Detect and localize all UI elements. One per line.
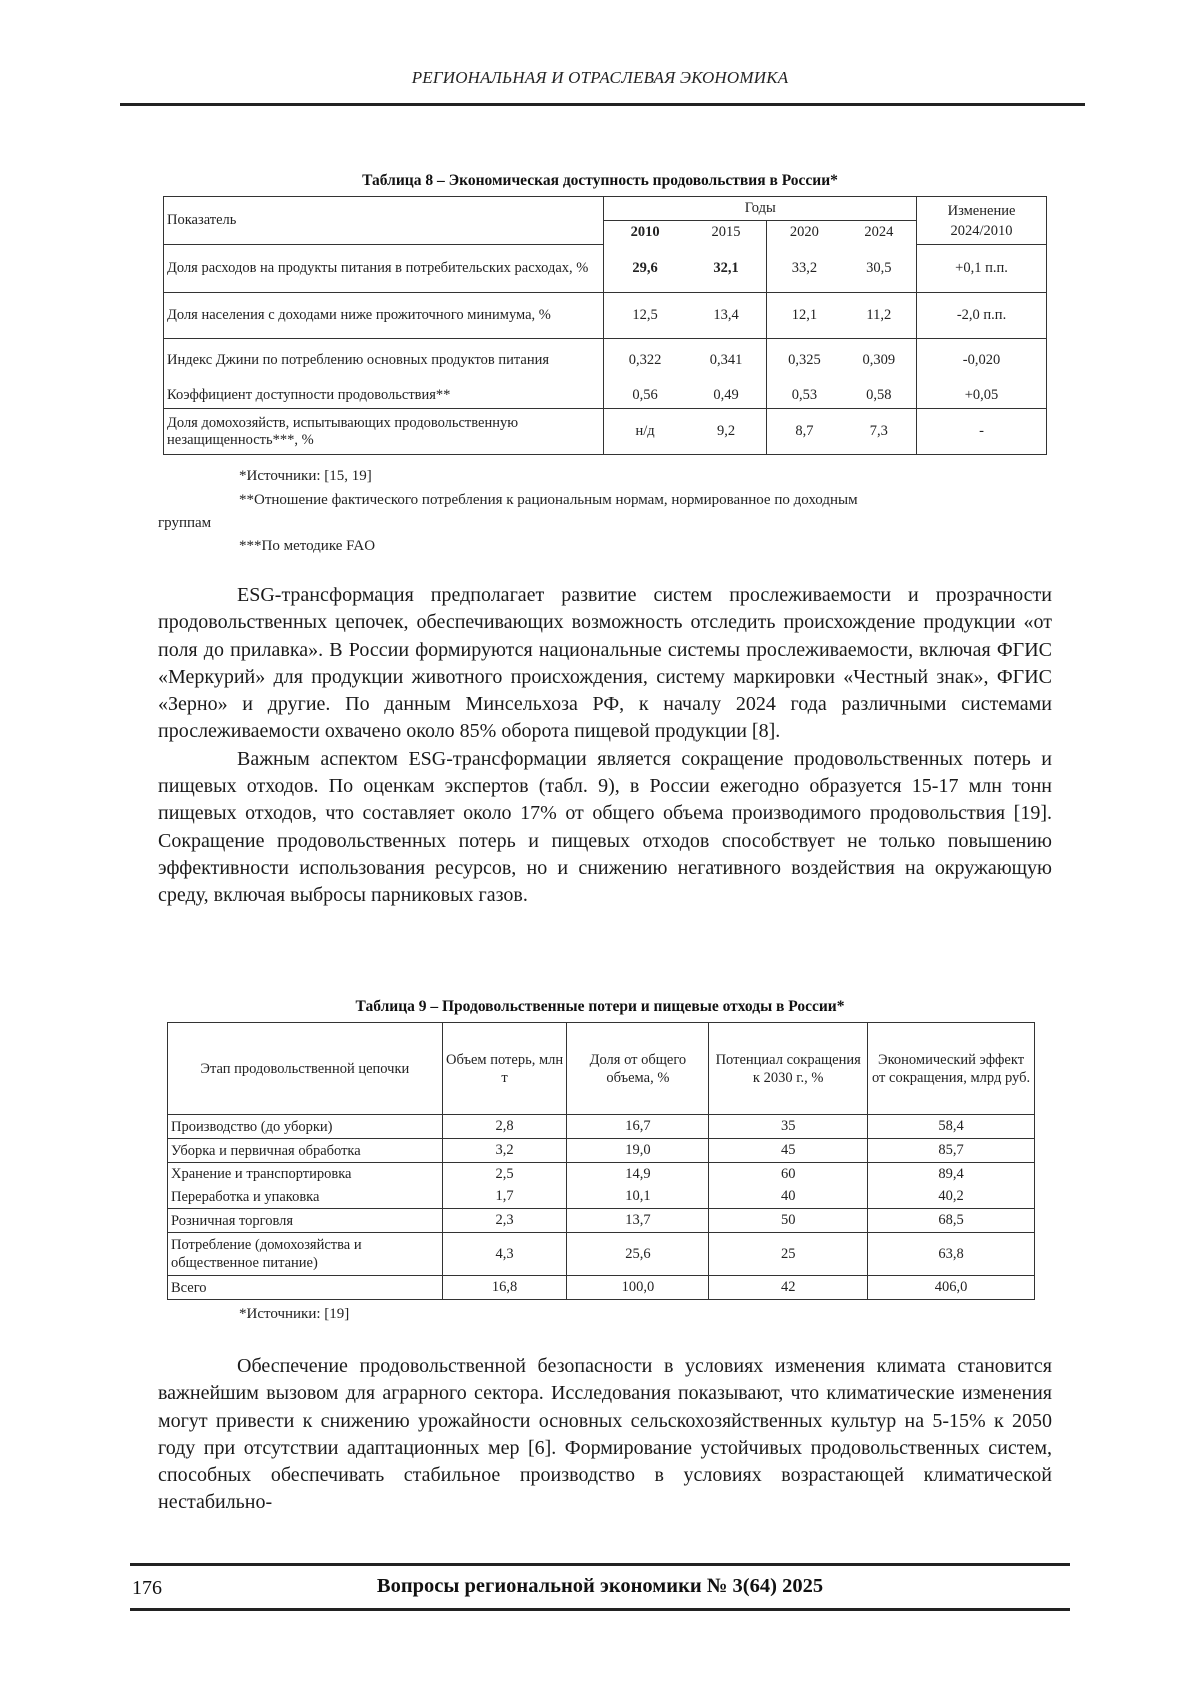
table-row	[164, 293, 1047, 339]
t8-cell: н/д	[604, 409, 686, 455]
t8-cell: 11,2	[842, 293, 917, 339]
t9-stage: Всего	[168, 1276, 443, 1300]
t9-potential: 25	[709, 1233, 868, 1276]
t9-stage: Производство (до уборки)	[168, 1115, 443, 1139]
t8-cell: 0,309	[842, 339, 917, 383]
t8-row-label: Доля населения с доходами ниже прожиточного минимума, %	[164, 293, 604, 339]
t9-header-effect: Экономический эффект от сокращения, млрд руб.	[868, 1023, 1035, 1115]
t8-cell: 30,5	[842, 245, 917, 293]
t8-cell: 9,2	[686, 409, 767, 455]
footer-rule-top	[130, 1563, 1070, 1566]
t9-stage: Переработка и упаковка	[168, 1186, 443, 1209]
table-row	[164, 245, 1047, 293]
t8-cell: 8,7	[767, 409, 842, 455]
t9-share: 16,7	[567, 1115, 709, 1139]
table8-caption: Таблица 8 – Экономическая доступность продовольствия в России*	[362, 172, 838, 189]
t9-potential: 60	[709, 1163, 868, 1186]
t8-cell: 32,1	[686, 245, 767, 293]
t8-cell: 0,49	[686, 383, 767, 409]
t8-header-years: Годы	[604, 197, 917, 221]
t9-stage: Уборка и первичная обработка	[168, 1139, 443, 1163]
journal-title: Вопросы региональной экономики № 3(64) 2025	[376, 1575, 824, 1597]
table-row	[164, 339, 1047, 383]
t9-volume: 16,8	[442, 1276, 567, 1300]
table-row	[164, 409, 1047, 455]
t8-note-coefficient-cont: группам	[158, 515, 212, 531]
t8-cell: 0,325	[767, 339, 842, 383]
t8-cell: 0,341	[686, 339, 767, 383]
body-text-2	[158, 1353, 1052, 1517]
t9-share: 10,1	[567, 1186, 709, 1209]
t9-potential: 40	[709, 1186, 868, 1209]
t9-stage: Потребление (домохозяйства и общественное питание)	[168, 1233, 443, 1276]
t8-row-label: Доля расходов на продукты питания в потребительских расходах, %	[164, 245, 604, 293]
t9-potential: 35	[709, 1115, 868, 1139]
running-header: РЕГИОНАЛЬНАЯ И ОТРАСЛЕВАЯ ЭКОНОМИКА	[411, 68, 789, 87]
t9-volume: 1,7	[442, 1186, 567, 1209]
t9-share: 100,0	[567, 1276, 709, 1300]
t9-volume: 2,3	[442, 1209, 567, 1233]
t9-potential: 42	[709, 1276, 868, 1300]
t8-cell: 7,3	[842, 409, 917, 455]
t8-year: 2010	[604, 221, 686, 245]
t9-share: 13,7	[567, 1209, 709, 1233]
t9-effect: 406,0	[868, 1276, 1035, 1300]
table-row	[168, 1186, 1035, 1209]
t9-potential: 50	[709, 1209, 868, 1233]
t8-row-label: Доля домохозяйств, испытывающих продовольственную незащищенность***, %	[164, 409, 604, 455]
t9-effect: 85,7	[868, 1139, 1035, 1163]
footer-rule-bottom	[130, 1608, 1070, 1611]
t9-share: 14,9	[567, 1163, 709, 1186]
t8-change: -2,0 п.п.	[917, 293, 1047, 339]
t8-header-change: Изменение 2024/2010	[917, 197, 1047, 245]
t8-change: -0,020	[917, 339, 1047, 383]
table-row	[168, 1139, 1035, 1163]
t8-year: 2015	[686, 221, 767, 245]
table-row	[168, 1115, 1035, 1139]
t9-volume: 4,3	[442, 1233, 567, 1276]
t8-note-fao: ***По методике FAO	[239, 538, 376, 554]
table-row	[168, 1209, 1035, 1233]
t8-cell: 0,53	[767, 383, 842, 409]
t8-cell: 0,56	[604, 383, 686, 409]
page-number: 176	[132, 1577, 162, 1599]
t8-cell: 0,322	[604, 339, 686, 383]
body-text-1	[158, 582, 1052, 910]
t9-header-potential: Потенциал сокращения к 2030 г., %	[709, 1023, 868, 1115]
t9-header-stage: Этап продовольственной цепочки	[168, 1023, 443, 1115]
t8-change: +0,1 п.п.	[917, 245, 1047, 293]
t9-volume: 2,5	[442, 1163, 567, 1186]
paragraph-climate: Обеспечение продовольственной безопасности в условиях изменения климата становится важнейшим вызовом для аграрного сектора. Исследования показывают, что климатические изменения могут привести к снижению урожайности основных сельскохозяйственных культур на 5-15% к 2050 году при отсутствии адаптационных мер [6]. Формирование устойчивых продовольственных систем, способных обеспечивать стабильное производство в условиях возрастающей климатической нестабильно-	[158, 1355, 1052, 1514]
table9	[167, 1022, 1035, 1300]
t8-row-label: Коэффициент доступности продовольствия**	[164, 383, 604, 409]
table-row	[168, 1233, 1035, 1276]
t9-share: 19,0	[567, 1139, 709, 1163]
t8-change: -	[917, 409, 1047, 455]
t8-header-indicator: Показатель	[164, 197, 604, 245]
t9-stage: Розничная торговля	[168, 1209, 443, 1233]
t8-cell: 33,2	[767, 245, 842, 293]
t9-note-sources: *Источники: [19]	[239, 1306, 350, 1322]
t9-effect: 63,8	[868, 1233, 1035, 1276]
header-rule	[120, 103, 1085, 106]
t8-year: 2020	[767, 221, 842, 245]
t9-effect: 58,4	[868, 1115, 1035, 1139]
t9-effect: 89,4	[868, 1163, 1035, 1186]
t8-cell: 29,6	[604, 245, 686, 293]
t9-effect: 68,5	[868, 1209, 1035, 1233]
paragraph-traceability: ESG-трансформация предполагает развитие систем прослеживаемости и прозрачности продовольственных цепочек, обеспечивающих возможность отследить происхождение продукции «от поля до прилавка». В России формируются национальные системы прослеживаемости, включая ФГИС «Меркурий» для продукции животного происхождения, систему маркировки «Честный знак», ФГИС «Зерно» и другие. По данным Минсельхоза РФ, к началу 2024 года различными системами прослеживаемости охвачено около 85% оборота пищевой продукции [8].	[158, 584, 1052, 743]
t9-stage: Хранение и транспортировка	[168, 1163, 443, 1186]
t8-note-coefficient: **Отношение фактического потребления к рациональным нормам, нормированное по доходным	[239, 492, 858, 508]
table9-caption: Таблица 9 – Продовольственные потери и пищевые отходы в России*	[355, 998, 845, 1015]
table8	[163, 196, 1047, 455]
table-row	[168, 1163, 1035, 1186]
t8-change: +0,05	[917, 383, 1047, 409]
table-row	[164, 383, 1047, 409]
t9-effect: 40,2	[868, 1186, 1035, 1209]
t9-header-share: Доля от общего объема, %	[567, 1023, 709, 1115]
paragraph-food-waste: Важным аспектом ESG-трансформации является сокращение продовольственных потерь и пищевых отходов. По оценкам экспертов (табл. 9), в России ежегодно образуется 15-17 млн тонн пищевых отходов, что составляет около 17% от общего объема производимого продовольствия [19]. Сокращение продовольственных потерь и пищевых отходов способствует не только повышению эффективности использования ресурсов, но и снижению негативного воздействия на окружающую среду, включая выбросы парниковых газов.	[158, 747, 1052, 907]
t8-cell: 12,1	[767, 293, 842, 339]
t9-header-volume: Объем потерь, млн т	[442, 1023, 567, 1115]
t8-row-label: Индекс Джини по потреблению основных продуктов питания	[164, 339, 604, 383]
t8-cell: 0,58	[842, 383, 917, 409]
t9-volume: 3,2	[442, 1139, 567, 1163]
t9-volume: 2,8	[442, 1115, 567, 1139]
t8-year: 2024	[842, 221, 917, 245]
t8-cell: 13,4	[686, 293, 767, 339]
t9-potential: 45	[709, 1139, 868, 1163]
t8-note-sources: *Источники: [15, 19]	[239, 468, 372, 484]
t9-share: 25,6	[567, 1233, 709, 1276]
table-row-total	[168, 1276, 1035, 1300]
t8-cell: 12,5	[604, 293, 686, 339]
